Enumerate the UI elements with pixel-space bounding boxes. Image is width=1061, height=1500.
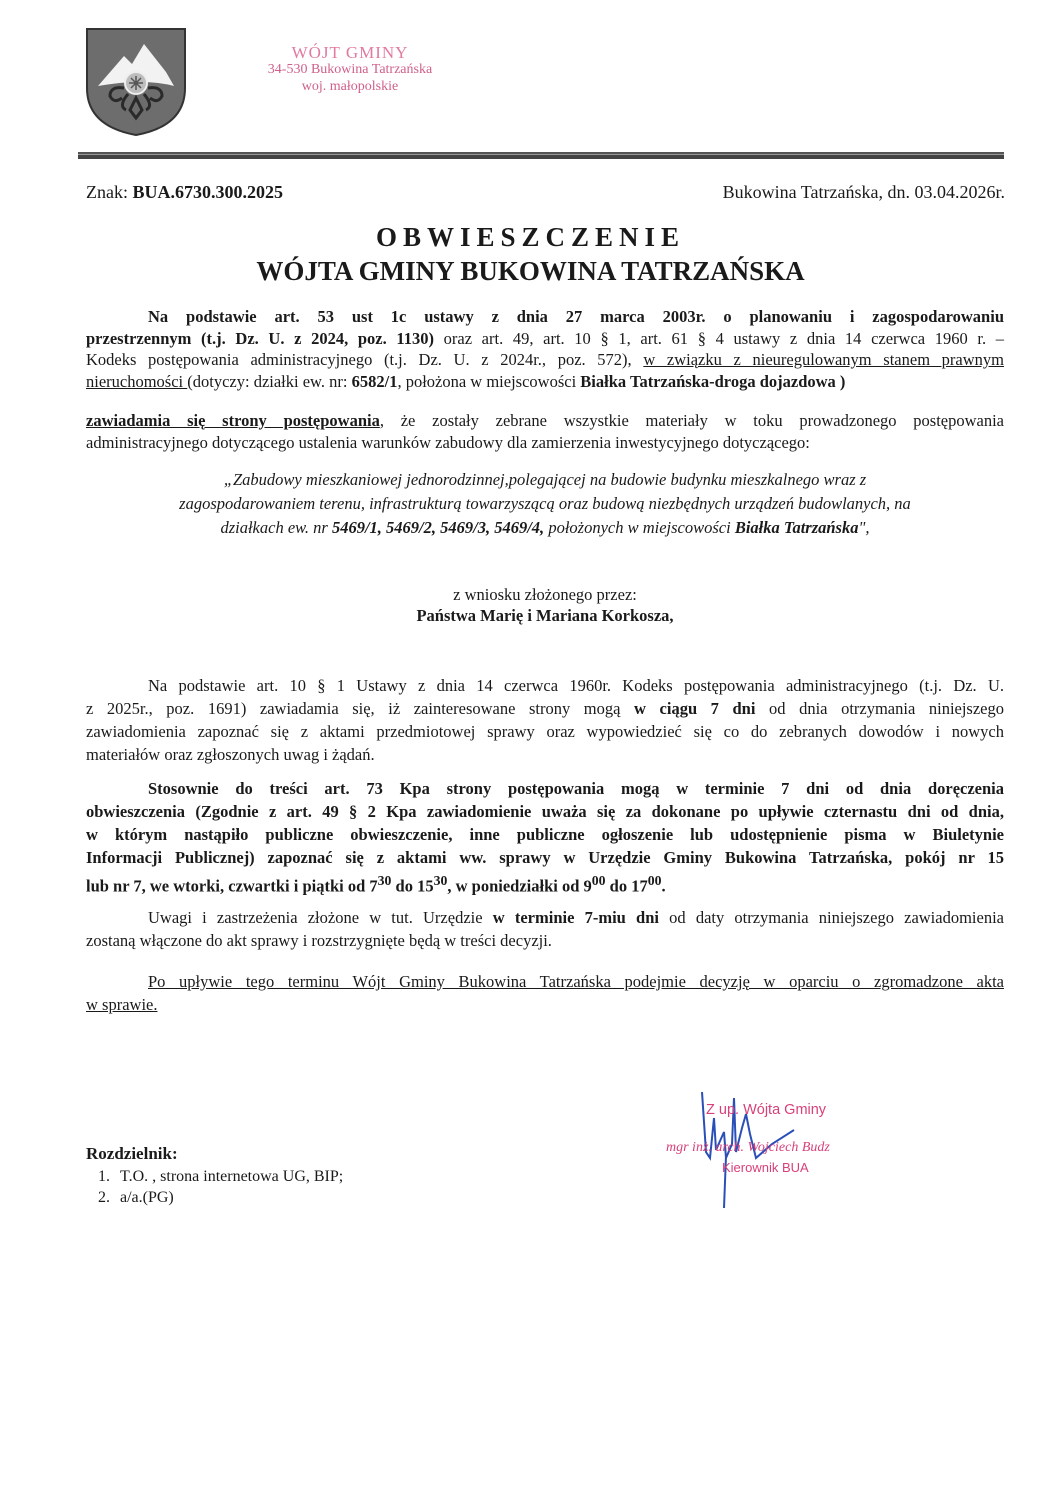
text-underlined-bold: zawiadamia się strony postępowania — [86, 411, 380, 430]
paragraph-access-hours — [86, 777, 1004, 898]
text-line: Stosownie do treści art. 73 Kpa strony postępowania mogą w terminie 7 dni od dnia doręczenia — [148, 779, 1004, 798]
text-plain: od daty otrzymania niniejszego zawiadomienia — [658, 908, 1004, 927]
parcel-numbers: 5469/1, 5469/2, 5469/3, 5469/4, — [331, 518, 545, 537]
distribution-heading: Rozdzielnik: — [86, 1144, 178, 1163]
text-plain: Uwagi i zastrzeżenia złożone w tut. Urzędzie — [148, 908, 493, 927]
signature-block — [666, 1088, 876, 1208]
text-plain: od dnia otrzymania niniejszego — [755, 699, 1004, 718]
paragraph-decision — [86, 970, 1004, 1016]
text-line: materiałów oraz zgłoszonych uwag i żądań. — [86, 745, 375, 764]
office-stamp — [220, 44, 480, 95]
text-underlined: Po upływie tego terminu Wójt Gminy Bukowina Tatrzańska podejmie decyzję w oparciu o zgromadzone akta — [148, 972, 1004, 991]
text-line: w którym nastąpiło publiczne obwieszczenie, inne publiczne ogłoszenie lub udostępnienie pisma w Biuletynie — [86, 825, 1004, 844]
case-reference-label: Znak: — [86, 182, 128, 202]
text-underlined: nieruchomości — [86, 371, 188, 391]
text-underlined: w związku z nieuregulowanym stanem prawnym — [643, 350, 1005, 369]
list-item — [98, 1166, 343, 1187]
location-name: Białka Tatrzańska-droga dojazdowa ) — [580, 371, 846, 391]
case-reference-value: BUA.6730.300.2025 — [132, 182, 284, 202]
text-plain: lub nr 7, we wtorki, czwartki i piątki od 7 — [86, 876, 378, 896]
text-line: administracyjnego dotyczącego ustalenia warunków zabudowy dla zamierzenia inwestycyjnego dotyczącego: — [86, 432, 810, 452]
text-plain: , w poniedziałki od 9 — [447, 876, 592, 896]
text-bold: przestrzennym (t.j. Dz. U. z 2024, poz. 1130) — [86, 328, 434, 348]
text-plain: do 15 — [391, 876, 434, 896]
deadline: w terminie 7-miu dni — [492, 908, 659, 927]
text-line — [86, 410, 1004, 432]
paragraph-review-rights — [86, 674, 1004, 766]
text-line: Na podstawie art. 53 ust 1c ustawy z dnia 27 marca 2003r. o planowaniu i zagospodarowaniu — [148, 307, 1004, 326]
text-line — [86, 993, 1004, 1016]
applicant-name: Państwa Marię i Mariana Korkosza, — [416, 606, 674, 625]
text-plain: oraz art. 49, art. 10 § 1, art. 61 § 4 ustawy z dnia 14 czerwca 1960 r. – — [433, 328, 1005, 348]
text-line: zawiadomienia zapoznać się z aktami przedmiotowej sprawy oraz wypowiedzieć się co do zebranych dowodów i nowych — [86, 722, 1004, 741]
text-plain: do 17 — [605, 876, 648, 896]
signatory-name: mgr inż. arch. Wojciech Budz — [666, 1140, 830, 1155]
document-title: OBWIESZCZENIE — [375, 222, 686, 252]
text-line: zostaną włączone do akt sprawy i rozstrzygnięte będą w treści decyzji. — [86, 931, 552, 950]
superscript: 00 — [591, 873, 606, 888]
text-plain: położonych w miejscowości — [544, 518, 735, 537]
paragraph-legal-basis — [86, 306, 1004, 392]
signatory-position: Kierownik BUA — [722, 1160, 809, 1175]
paragraph-remarks — [86, 906, 1004, 952]
deadline: w ciągu 7 dni — [634, 699, 756, 718]
applicant-block — [86, 584, 1004, 626]
list-text: T.O. , strona internetowa UG, BIP; — [120, 1168, 344, 1185]
text-line: zagospodarowaniem terenu, infrastrukturą towarzyszącą oraz budową niezbędnych urządzeń budowlanych, na — [179, 494, 911, 513]
text-line — [86, 328, 1004, 350]
text-line — [86, 516, 1004, 540]
text-plain: działkach ew. nr — [220, 518, 332, 537]
text-plain: Kodeks postępowania administracyjnego (t.j. Dz. U. z 2024r., poz. 572), — [86, 350, 644, 369]
investment-description — [86, 468, 1004, 540]
case-reference — [86, 182, 283, 203]
text-plain: , położona w miejscowości — [397, 371, 581, 391]
coat-of-arms-icon — [84, 26, 188, 138]
stamp-line: WÓJT GMINY — [291, 43, 409, 62]
list-number: 1. — [98, 1168, 110, 1185]
text-underlined: w sprawie. — [86, 995, 158, 1014]
text-line — [86, 349, 1004, 371]
text-line — [86, 697, 1004, 720]
list-text: a/a.(PG) — [120, 1189, 174, 1206]
paragraph-notification — [86, 410, 1004, 453]
list-number: 2. — [98, 1189, 110, 1206]
distribution-list — [98, 1166, 343, 1208]
text-line — [86, 371, 1004, 393]
superscript: 30 — [433, 873, 448, 888]
text-plain: , że zostały zebrane wszystkie materiały w toku prowadzonego postępowania — [379, 411, 1005, 430]
location-name: Białka Tatrzańska — [734, 518, 859, 537]
list-item — [98, 1187, 343, 1208]
text-line: „Zabudowy mieszkaniowej jednorodzinnej,polegającej na budowie budynku mieszkalnego wraz z — [223, 470, 867, 489]
header-divider — [78, 152, 1004, 159]
text-plain: ", — [858, 518, 870, 537]
place-date: Bukowina Tatrzańska, dn. 03.04.2026r. — [722, 182, 1005, 202]
text-plain: z 2025r., poz. 1691) zawiadamia się, iż zainteresowane strony mogą — [86, 699, 635, 718]
superscript: 00 — [647, 873, 662, 888]
signature-authorization: Z up. Wójta Gminy — [706, 1102, 827, 1118]
text-line: obwieszczenia (Zgodnie z art. 49 § 2 Kpa zawiadomienie uważa się za dokonane po upływie czternastu dni od dnia, — [86, 802, 1004, 821]
stamp-line: 34-530 Bukowina Tatrzańska — [267, 62, 433, 77]
stamp-line: woj. małopolskie — [301, 79, 399, 94]
parcel-number: 6582/1 — [351, 371, 398, 391]
superscript: 30 — [377, 873, 392, 888]
office-hours — [86, 869, 1004, 898]
text-line: Informacji Publicznej) zapoznać się z aktami ww. sprawy w Urzędzie Gminy Bukowina Tatrzańska, pokój nr 15 — [86, 848, 1004, 867]
applicant-intro: z wniosku złożonego przez: — [453, 585, 637, 604]
document-subtitle: WÓJTA GMINY BUKOWINA TATRZAŃSKA — [256, 256, 805, 286]
text-plain: . — [661, 876, 666, 896]
text-line: Na podstawie art. 10 § 1 Ustawy z dnia 14 czerwca 1960r. Kodeks postępowania administracyjnego (t.j. Dz. U. — [148, 676, 1004, 695]
text-line — [86, 906, 1004, 929]
text-plain: (dotyczy: działki ew. nr: — [187, 371, 352, 391]
text-line — [86, 970, 1004, 993]
